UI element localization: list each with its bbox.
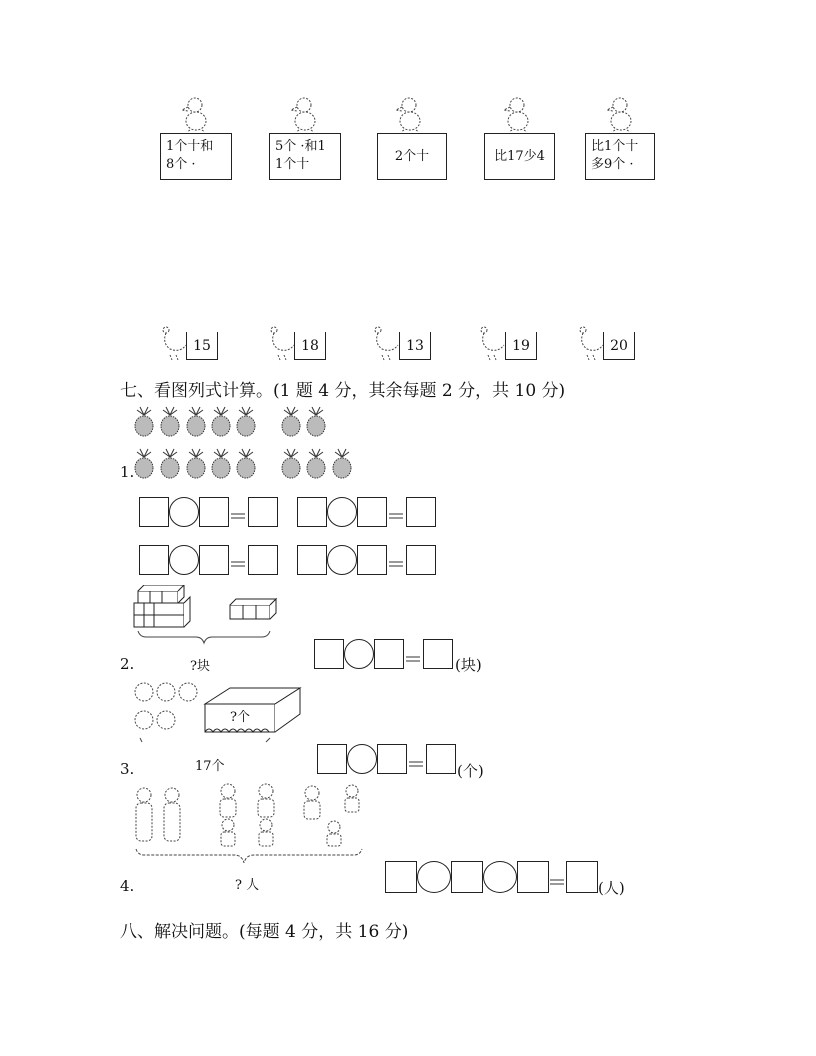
pineapple-icon (331, 447, 353, 479)
operator-circle[interactable] (483, 861, 517, 893)
pineapple-icon (185, 405, 207, 437)
answer-box[interactable] (139, 545, 169, 575)
answer-box[interactable] (314, 639, 344, 669)
card-1 (160, 133, 232, 180)
answer-box[interactable] (374, 639, 404, 669)
answer-box[interactable] (566, 861, 598, 893)
equals-sign (406, 656, 420, 662)
answer-box[interactable] (406, 545, 436, 575)
operator-circle[interactable] (327, 497, 357, 527)
card-line: 比17少4 (494, 148, 545, 164)
goose-number-box: 15 (186, 332, 218, 360)
equals-sign (231, 561, 245, 567)
q2-brace-label: ?块 (190, 659, 210, 674)
q1-number: 1. (120, 463, 135, 481)
pineapple-icon (210, 447, 232, 479)
peaches-box-figure (130, 680, 310, 750)
q3-number: 3. (120, 760, 135, 778)
card-line: 比1个十 (591, 139, 639, 154)
answer-box[interactable] (423, 639, 453, 669)
pineapple-icon (305, 447, 327, 479)
q4-number: 4. (120, 877, 135, 895)
answer-box[interactable] (199, 497, 229, 527)
operator-circle[interactable] (347, 744, 377, 774)
q2-number: 2. (120, 655, 135, 673)
card-5 (585, 133, 655, 180)
children-figure (130, 783, 370, 863)
duck-icon (500, 95, 534, 133)
card-line: 多9个 · (591, 157, 634, 172)
q4-unit: (人) (598, 879, 625, 897)
card-line: 1个十 (275, 157, 310, 172)
section8-title: 八、解决问题。(每题 4 分，共 16 分) (120, 922, 409, 942)
card-3 (377, 133, 447, 180)
card-line: 5个 ·和1 (275, 139, 326, 154)
operator-circle[interactable] (169, 545, 199, 575)
answer-box[interactable] (385, 861, 417, 893)
answer-box[interactable] (426, 744, 456, 774)
equals-sign (231, 513, 245, 519)
card-line: 2个十 (394, 148, 430, 164)
card-line: 8个 · (166, 157, 196, 172)
answer-box[interactable] (406, 497, 436, 527)
pineapple-icon (159, 405, 181, 437)
goose-number-box: 19 (505, 332, 537, 360)
equals-sign (389, 513, 403, 519)
answer-box[interactable] (357, 545, 387, 575)
duck-icon (392, 95, 426, 133)
equals-sign (389, 561, 403, 567)
q2-unit: (块) (455, 656, 482, 674)
q4-brace-label: ? 人 (235, 878, 260, 893)
card-4 (484, 133, 555, 180)
goose-number-box: 20 (603, 332, 635, 360)
section7-title: 七、看图列式计算。(1 题 4 分，其余每题 2 分，共 10 分) (120, 381, 566, 401)
pineapple-icon (133, 405, 155, 437)
operator-circle[interactable] (417, 861, 451, 893)
goose-number-box: 13 (399, 332, 431, 360)
answer-box[interactable] (199, 545, 229, 575)
answer-box[interactable] (297, 545, 327, 575)
answer-box[interactable] (248, 497, 278, 527)
pineapple-icon (305, 405, 327, 437)
q3-brace-label: 17个 (195, 759, 225, 774)
operator-circle[interactable] (327, 545, 357, 575)
pineapple-icon (133, 447, 155, 479)
answer-box[interactable] (139, 497, 169, 527)
duck-icon (287, 95, 321, 133)
card-line: 1个十和 (166, 139, 214, 154)
goose-number-box: 18 (294, 332, 326, 360)
pineapple-icon (159, 447, 181, 479)
pineapple-icon (185, 447, 207, 479)
q3-box-label: ?个 (230, 710, 250, 725)
answer-box[interactable] (377, 744, 407, 774)
pineapple-icon (210, 405, 232, 437)
equals-sign (550, 879, 564, 885)
equals-sign (409, 761, 423, 767)
pineapple-icon (235, 405, 257, 437)
answer-box[interactable] (317, 744, 347, 774)
answer-box[interactable] (451, 861, 483, 893)
operator-circle[interactable] (169, 497, 199, 527)
answer-box[interactable] (297, 497, 327, 527)
answer-box[interactable] (517, 861, 549, 893)
answer-box[interactable] (357, 497, 387, 527)
pineapple-icon (280, 405, 302, 437)
pineapple-icon (280, 447, 302, 479)
q3-unit: (个) (457, 762, 484, 780)
card-2 (269, 133, 341, 180)
answer-box[interactable] (248, 545, 278, 575)
pineapple-icon (235, 447, 257, 479)
duck-icon (178, 95, 212, 133)
duck-icon (603, 95, 637, 133)
operator-circle[interactable] (344, 639, 374, 669)
blocks-figure (130, 585, 290, 655)
